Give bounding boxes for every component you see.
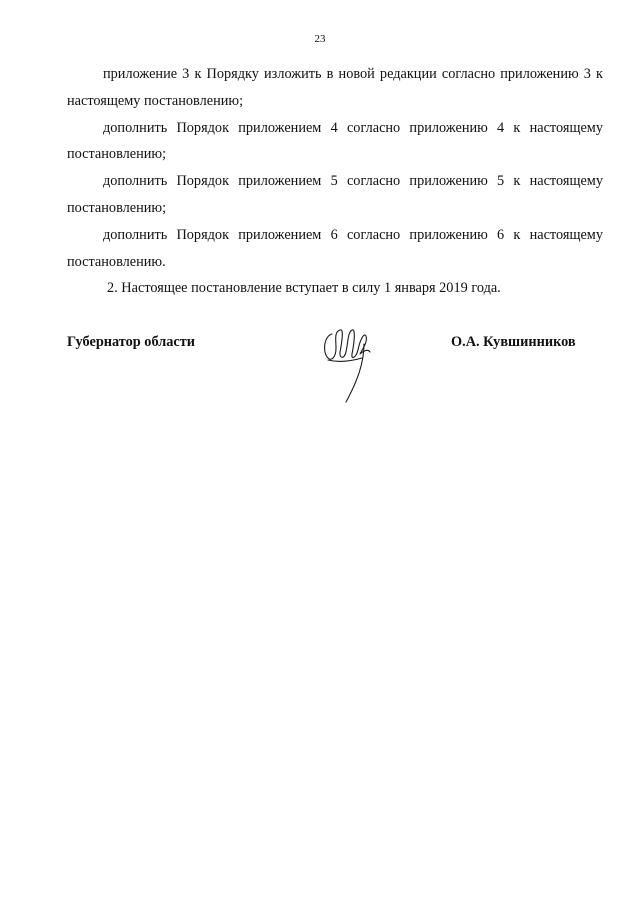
paragraph-effective-date: 2. Настоящее постановление вступает в силу 1 января 2019 года. [107, 280, 501, 297]
paragraph-appendix-5: дополнить Порядок приложением 5 согласно приложению 5 к настоящему постановлению; [67, 173, 603, 216]
page-number: 23 [314, 33, 326, 45]
handwritten-signature [318, 322, 378, 404]
signatory-name: О.А. Кувшинников [451, 334, 576, 350]
paragraph-appendix-4: дополнить Порядок приложением 4 согласно приложению 4 к настоящему постановлению; [67, 119, 603, 163]
document-body [67, 61, 603, 302]
signatory-title: Губернатор области [67, 334, 196, 350]
paragraph-appendix-3: приложение 3 к Порядку изложить в новой редакции согласно приложению 3 к настоящему постановлению; [67, 66, 603, 109]
paragraph-appendix-6: дополнить Порядок приложением 6 согласно приложению 6 к настоящему постановлению. [67, 226, 603, 270]
